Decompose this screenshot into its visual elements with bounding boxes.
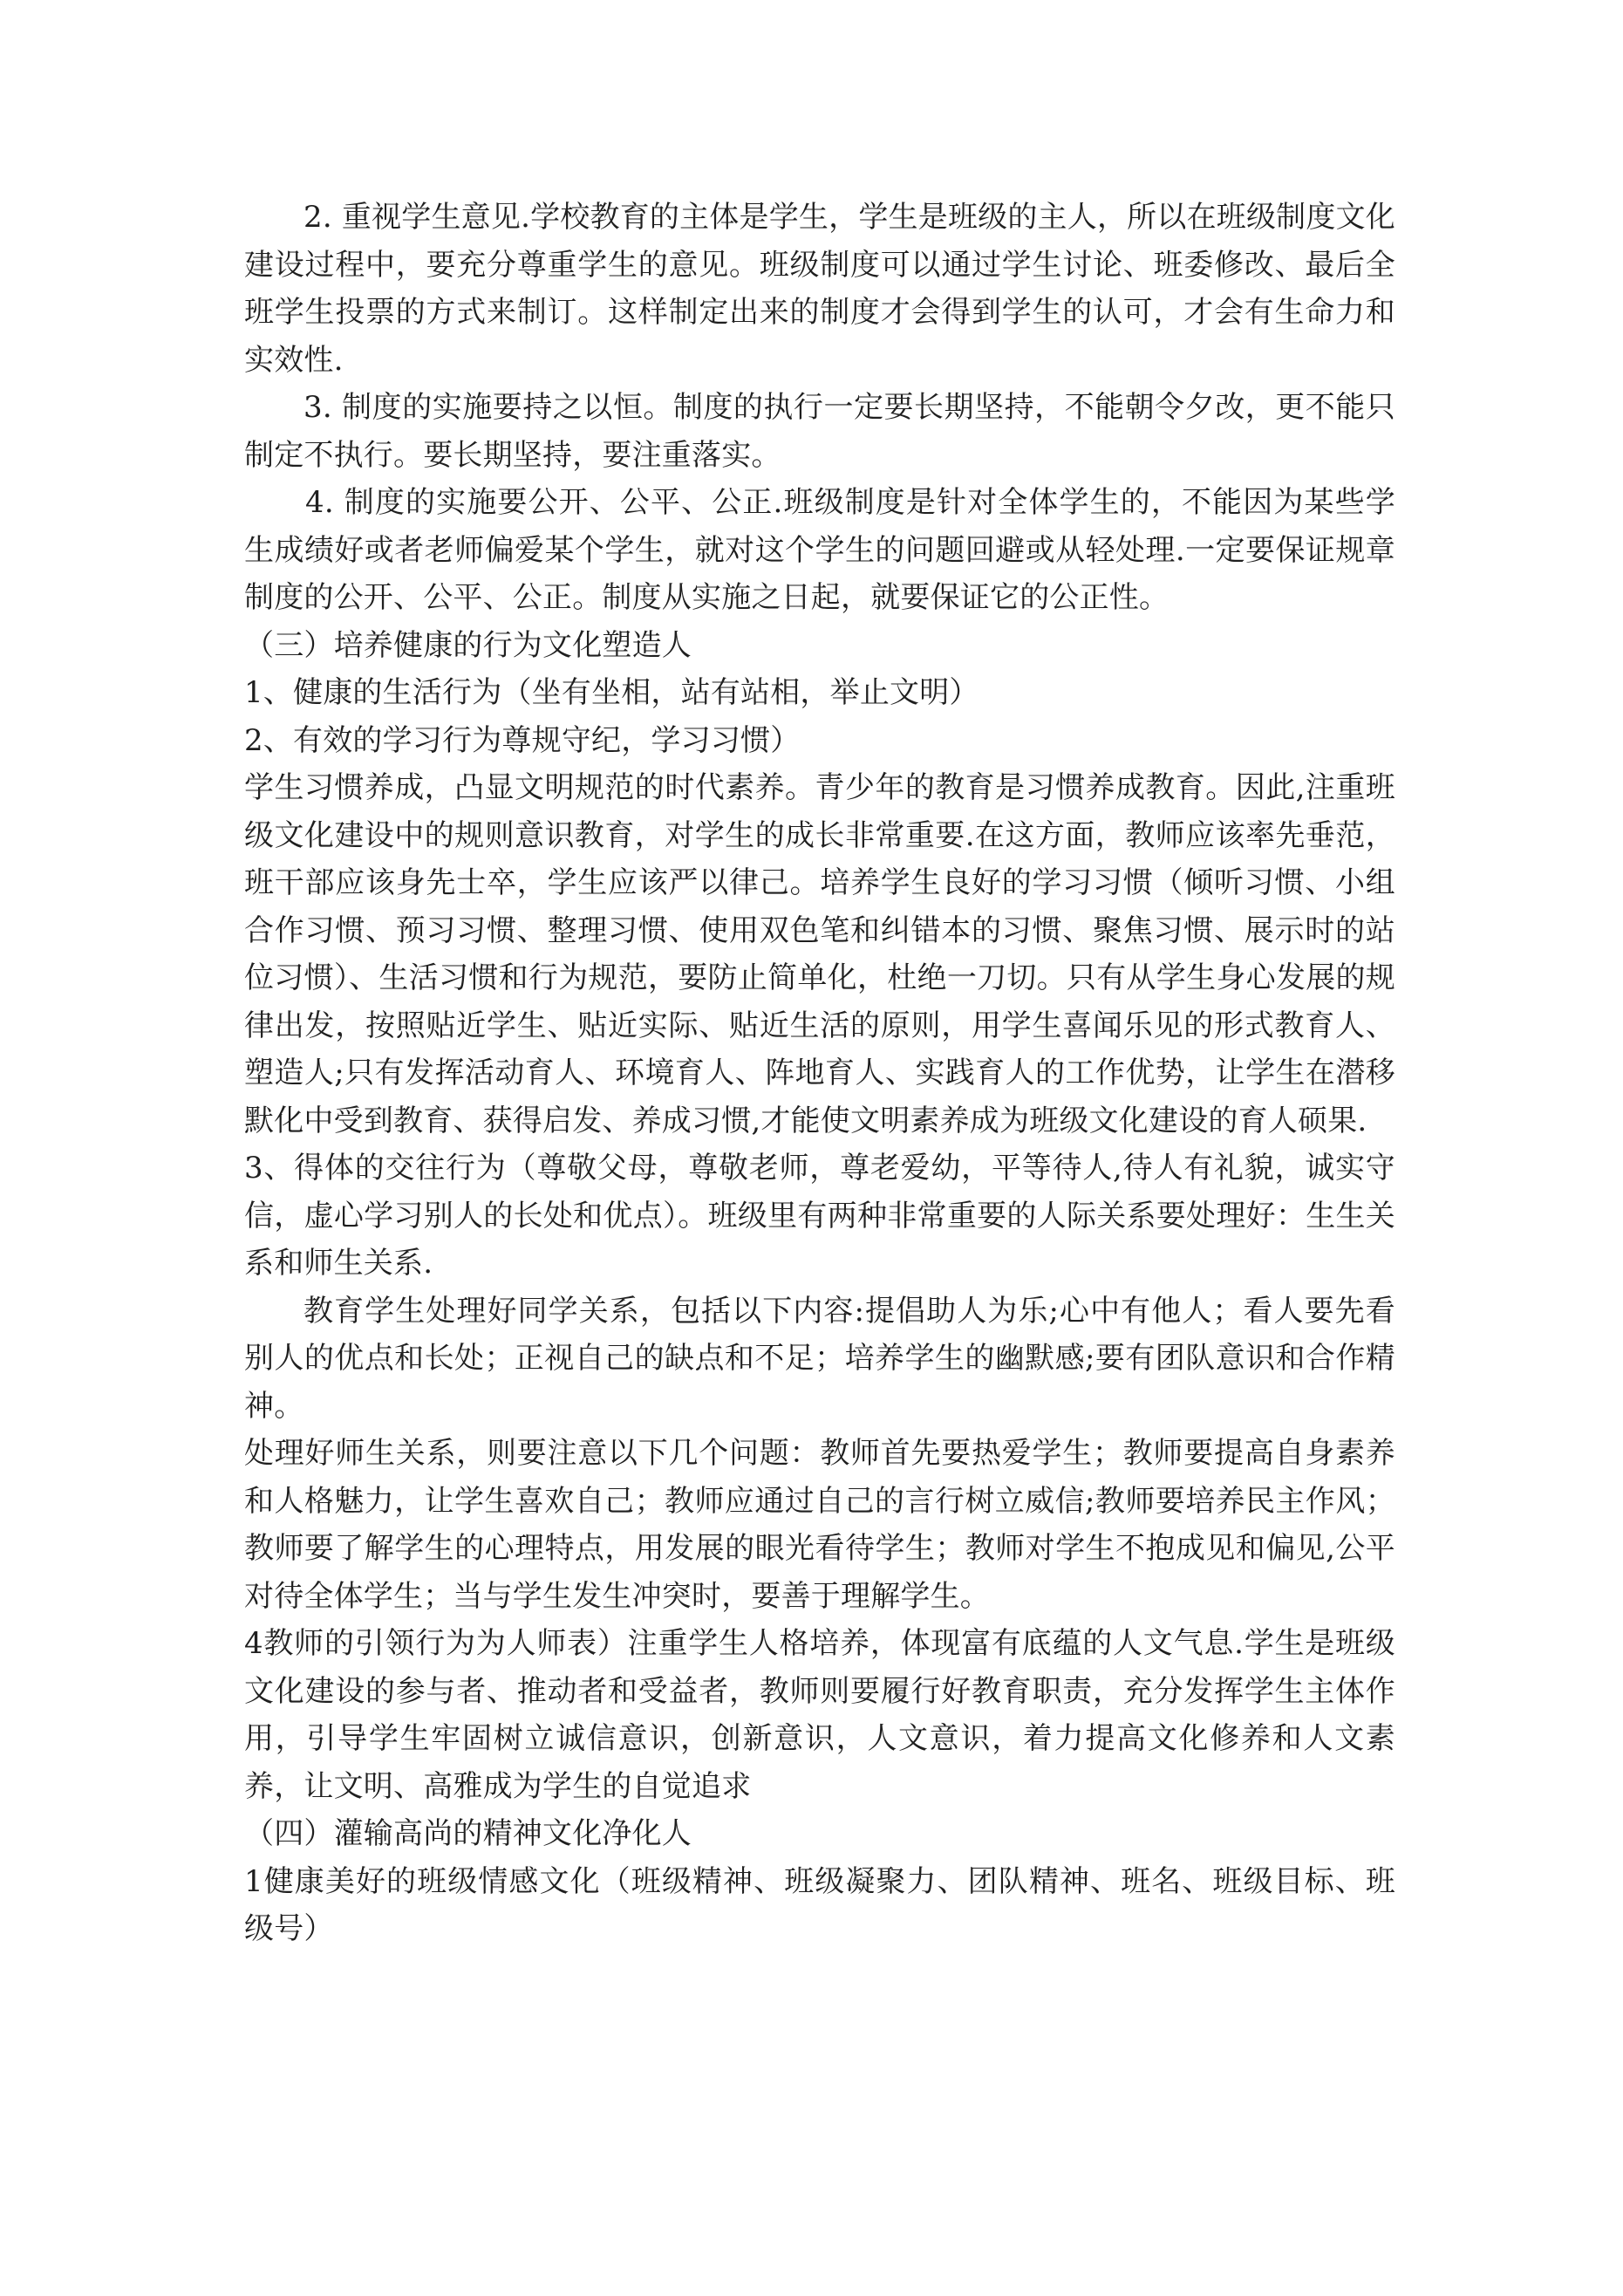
paragraph-fair-implementation: 4. 制度的实施要公开、公平、公正.班级制度是针对全体学生的，不能因为某些学生成绩好或者老师偏爱某个学生，就对这个学生的问题回避或从轻处理.一定要保证规章制度的公开、公平、公正。制度从实施之日起，就要保证它的公正性。 bbox=[244, 485, 1395, 615]
paragraph-classmate-relations: 教育学生处理好同学关系，包括以下内容:提倡助人为乐;心中有他人；看人要先看别人的优点和长处；正视自己的缺点和不足；培养学生的幽默感;要有团队意识和合作精神。 bbox=[244, 1293, 1395, 1424]
paragraph-class-emotion-culture: 1健康美好的班级情感文化（班级精神、班级凝聚力、团队精神、班名、班级目标、班级号） bbox=[244, 1863, 1395, 1946]
paragraph-healthy-living: 1、健康的生活行为（坐有坐相，站有站相，举止文明） bbox=[244, 675, 979, 710]
paragraph-teacher-leadership: 4教师的引领行为为人师表）注重学生人格培养，体现富有底蕴的人文气息.学生是班级文化建设的参与者、推动者和受益者，教师则要履行好教育职责，充分发挥学生主体作用，引导学生牢固树立诚信意识，创新意识，人文意识，着力提高文化修养和人文素养，让文明、高雅成为学生的自觉追求 bbox=[244, 1626, 1395, 1804]
paragraph-respect-student-opinion: 2. 重视学生意见.学校教育的主体是学生，学生是班级的主人，所以在班级制度文化建设过程中，要充分尊重学生的意见。班级制度可以通过学生讨论、班委修改、最后全班学生投票的方式来制订。这样制定出来的制度才会得到学生的认可，才会有生命力和实效性. bbox=[244, 200, 1395, 378]
section-heading-behavior-culture: （三）培养健康的行为文化塑造人 bbox=[244, 627, 692, 663]
section-heading-spirit-culture: （四）灌输高尚的精神文化净化人 bbox=[244, 1816, 692, 1851]
paragraph-effective-learning: 2、有效的学习行为尊规守纪，学习习惯） bbox=[244, 722, 801, 758]
paragraph-persistent-implementation: 3. 制度的实施要持之以恒。制度的执行一定要长期坚持，不能朝令夕改，更不能只制定不执行。要长期坚持，要注重落实。 bbox=[244, 390, 1395, 473]
paragraph-communication-behavior: 3、得体的交往行为（尊敬父母，尊敬老师，尊老爱幼，平等待人,待人有礼貌，诚实守信，虚心学习别人的长处和优点）。班级里有两种非常重要的人际关系要处理好：生生关系和师生关系. bbox=[244, 1151, 1395, 1281]
paragraph-teacher-student-relations: 处理好师生关系，则要注意以下几个问题：教师首先要热爱学生；教师要提高自身素养和人格魅力，让学生喜欢自己；教师应通过自己的言行树立威信;教师要培养民主作风；教师要了解学生的心理特点，用发展的眼光看待学生；教师对学生不抱成见和偏见,公平对待全体学生；当与学生发生冲突时，要善于理解学生。 bbox=[244, 1436, 1395, 1614]
paragraph-habit-formation: 学生习惯养成，凸显文明规范的时代素养。青少年的教育是习惯养成教育。因此,注重班级文化建设中的规则意识教育，对学生的成长非常重要.在这方面，教师应该率先垂范，班干部应该身先士卒，学生应该严以律己。培养学生良好的学习习惯（倾听习惯、小组合作习惯、预习习惯、整理习惯、使用双色笔和纠错本的习惯、聚焦习惯、展示时的站位习惯）、生活习惯和行为规范，要防止简单化，杜绝一刀切。只有从学生身心发展的规律出发，按照贴近学生、贴近实际、贴近生活的原则，用学生喜闻乐见的形式教育人、塑造人;只有发挥活动育人、环境育人、阵地育人、实践育人的工作优势，让学生在潜移默化中受到教育、获得启发、养成习惯,才能使文明素养成为班级文化建设的育人硕果. bbox=[244, 770, 1395, 1138]
document-page bbox=[244, 194, 1395, 1953]
